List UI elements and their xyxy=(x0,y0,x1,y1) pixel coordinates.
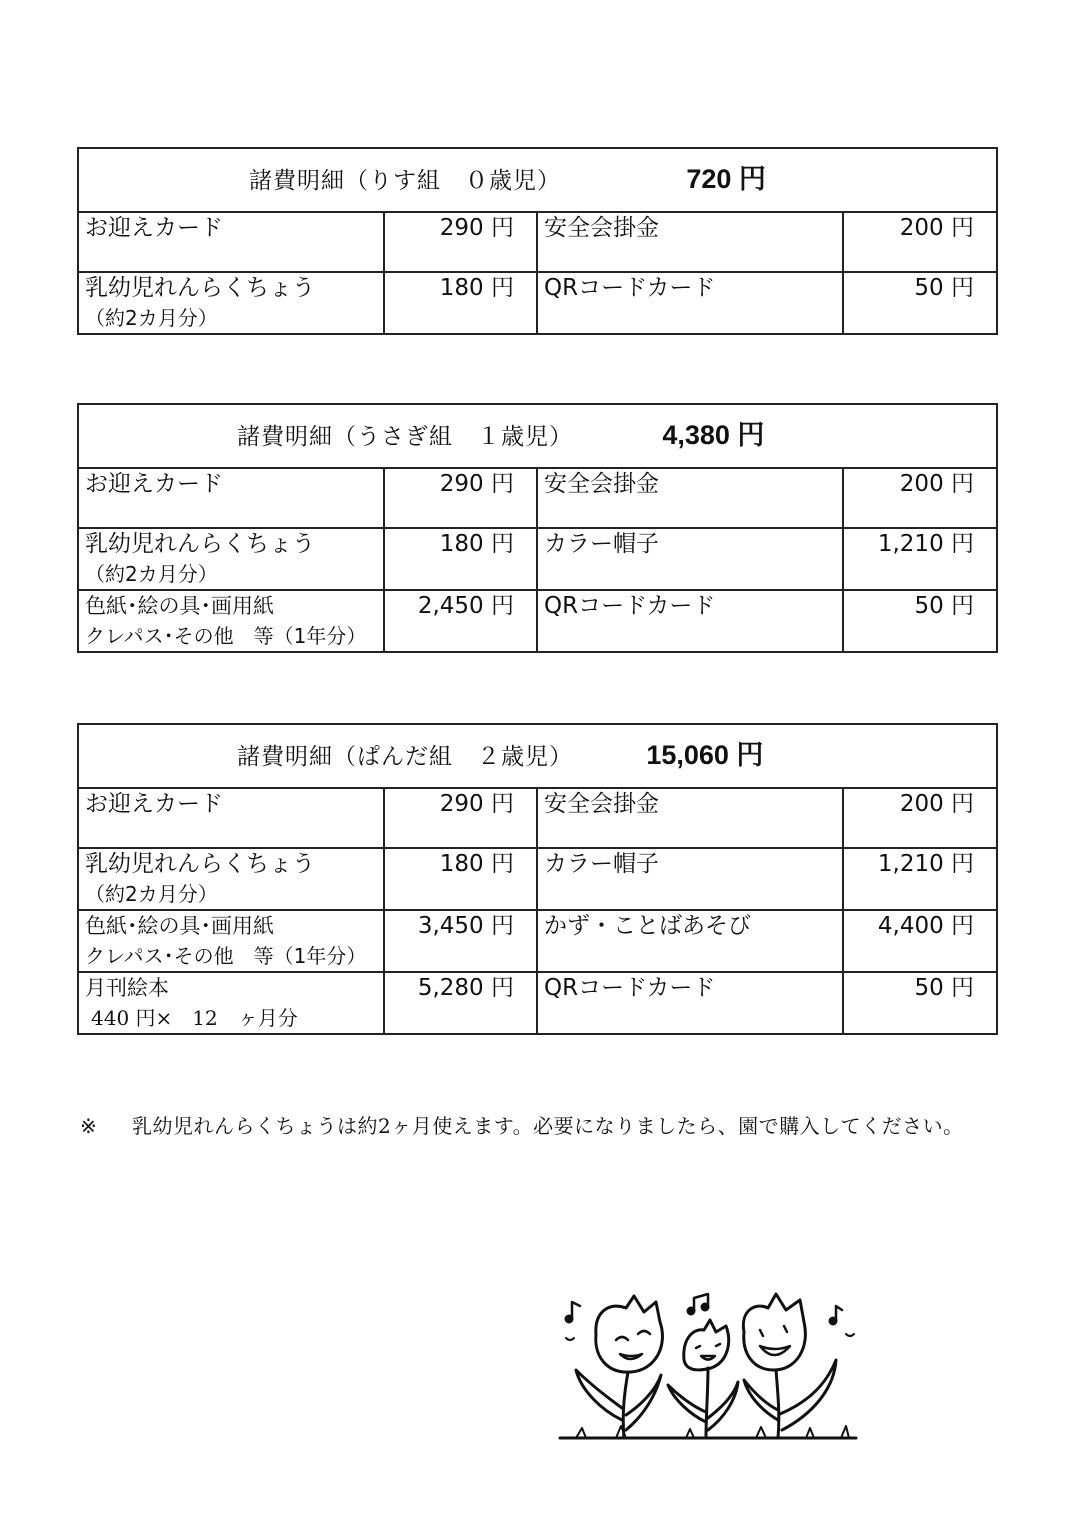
item-amount: 3,450 円 xyxy=(384,910,537,972)
singing-tulips-illustration xyxy=(556,1290,861,1445)
footnote xyxy=(80,1110,964,1139)
item-name: 色紙･絵の具･画用紙 クレパス･その他 等（1年分） xyxy=(78,590,384,652)
item-sub: （約2カ月分） xyxy=(85,306,218,330)
fee-table-usagi xyxy=(77,403,998,653)
table-row xyxy=(78,528,997,590)
item-amount: 200 円 xyxy=(843,468,997,528)
section-total: 4,380 円 xyxy=(662,420,765,450)
table-row xyxy=(78,272,997,334)
item-name: カラー帽子 xyxy=(537,848,843,910)
item-name: カラー帽子 xyxy=(537,528,843,590)
item-name: 乳幼児れんらくちょう （約2カ月分） xyxy=(78,528,384,590)
item-amount: 1,210 円 xyxy=(843,528,997,590)
item-sub: クレパス･その他 等（1年分） xyxy=(85,944,367,968)
section-total: 720 円 xyxy=(686,164,766,194)
item-name: お迎えカード xyxy=(78,212,384,272)
table-row xyxy=(78,972,997,1034)
section-total: 15,060 円 xyxy=(646,740,764,770)
item-sub: 440 円× 12 ヶ月分 xyxy=(91,1006,298,1030)
item-amount: 180 円 xyxy=(384,272,537,334)
table-row xyxy=(78,848,997,910)
table-row xyxy=(78,910,997,972)
item-amount: 290 円 xyxy=(384,468,537,528)
item-amount: 180 円 xyxy=(384,848,537,910)
item-name: 乳幼児れんらくちょう （約2カ月分） xyxy=(78,272,384,334)
table-row xyxy=(78,212,997,272)
item-name: 安全会掛金 xyxy=(537,468,843,528)
item-name: 安全会掛金 xyxy=(537,212,843,272)
item-sub: クレパス･その他 等（1年分） xyxy=(85,624,367,648)
item-name: お迎えカード xyxy=(78,468,384,528)
item-sub: （約2カ月分） xyxy=(85,562,218,586)
table-row xyxy=(78,788,997,848)
item-name: 乳幼児れんらくちょう （約2カ月分） xyxy=(78,848,384,910)
note-mark: ※ xyxy=(80,1114,98,1138)
item-name: 安全会掛金 xyxy=(537,788,843,848)
tulip-left xyxy=(596,1296,663,1372)
item-amount: 1,210 円 xyxy=(843,848,997,910)
table-row xyxy=(78,468,997,528)
tulip-middle xyxy=(684,1320,729,1370)
item-name: 月刊絵本 440 円× 12 ヶ月分 xyxy=(78,972,384,1034)
item-amount: 200 円 xyxy=(843,212,997,272)
item-name: QRコードカード xyxy=(537,272,843,334)
tulip-right xyxy=(743,1294,805,1370)
item-amount: 50 円 xyxy=(843,272,997,334)
item-name: お迎えカード xyxy=(78,788,384,848)
fee-table-panda xyxy=(77,723,998,1035)
item-name: かず・ことばあそび xyxy=(537,910,843,972)
fee-table-risu xyxy=(77,147,998,335)
item-amount: 200 円 xyxy=(843,788,997,848)
fee-table-header xyxy=(78,148,997,212)
item-amount: 290 円 xyxy=(384,788,537,848)
item-amount: 2,450 円 xyxy=(384,590,537,652)
item-amount: 4,400 円 xyxy=(843,910,997,972)
item-name: 色紙･絵の具･画用紙 クレパス･その他 等（1年分） xyxy=(78,910,384,972)
item-amount: 50 円 xyxy=(843,972,997,1034)
section-title: 諸費明細（ぱんだ組 ２歳児） xyxy=(237,744,573,770)
item-amount: 180 円 xyxy=(384,528,537,590)
fee-table-header xyxy=(78,404,997,468)
item-name: QRコードカード xyxy=(537,590,843,652)
table-row xyxy=(78,590,997,652)
item-amount: 5,280 円 xyxy=(384,972,537,1034)
section-title: 諸費明細（りす組 ０歳児） xyxy=(249,168,561,194)
item-amount: 50 円 xyxy=(843,590,997,652)
note-text: 乳幼児れんらくちょうは約2ヶ月使えます。必要になりましたら、園で購入してください。 xyxy=(132,1114,964,1138)
item-sub: （約2カ月分） xyxy=(85,882,218,906)
item-name: QRコードカード xyxy=(537,972,843,1034)
section-title: 諸費明細（うさぎ組 １歳児） xyxy=(237,424,573,450)
item-amount: 290 円 xyxy=(384,212,537,272)
fee-table-header xyxy=(78,724,997,788)
